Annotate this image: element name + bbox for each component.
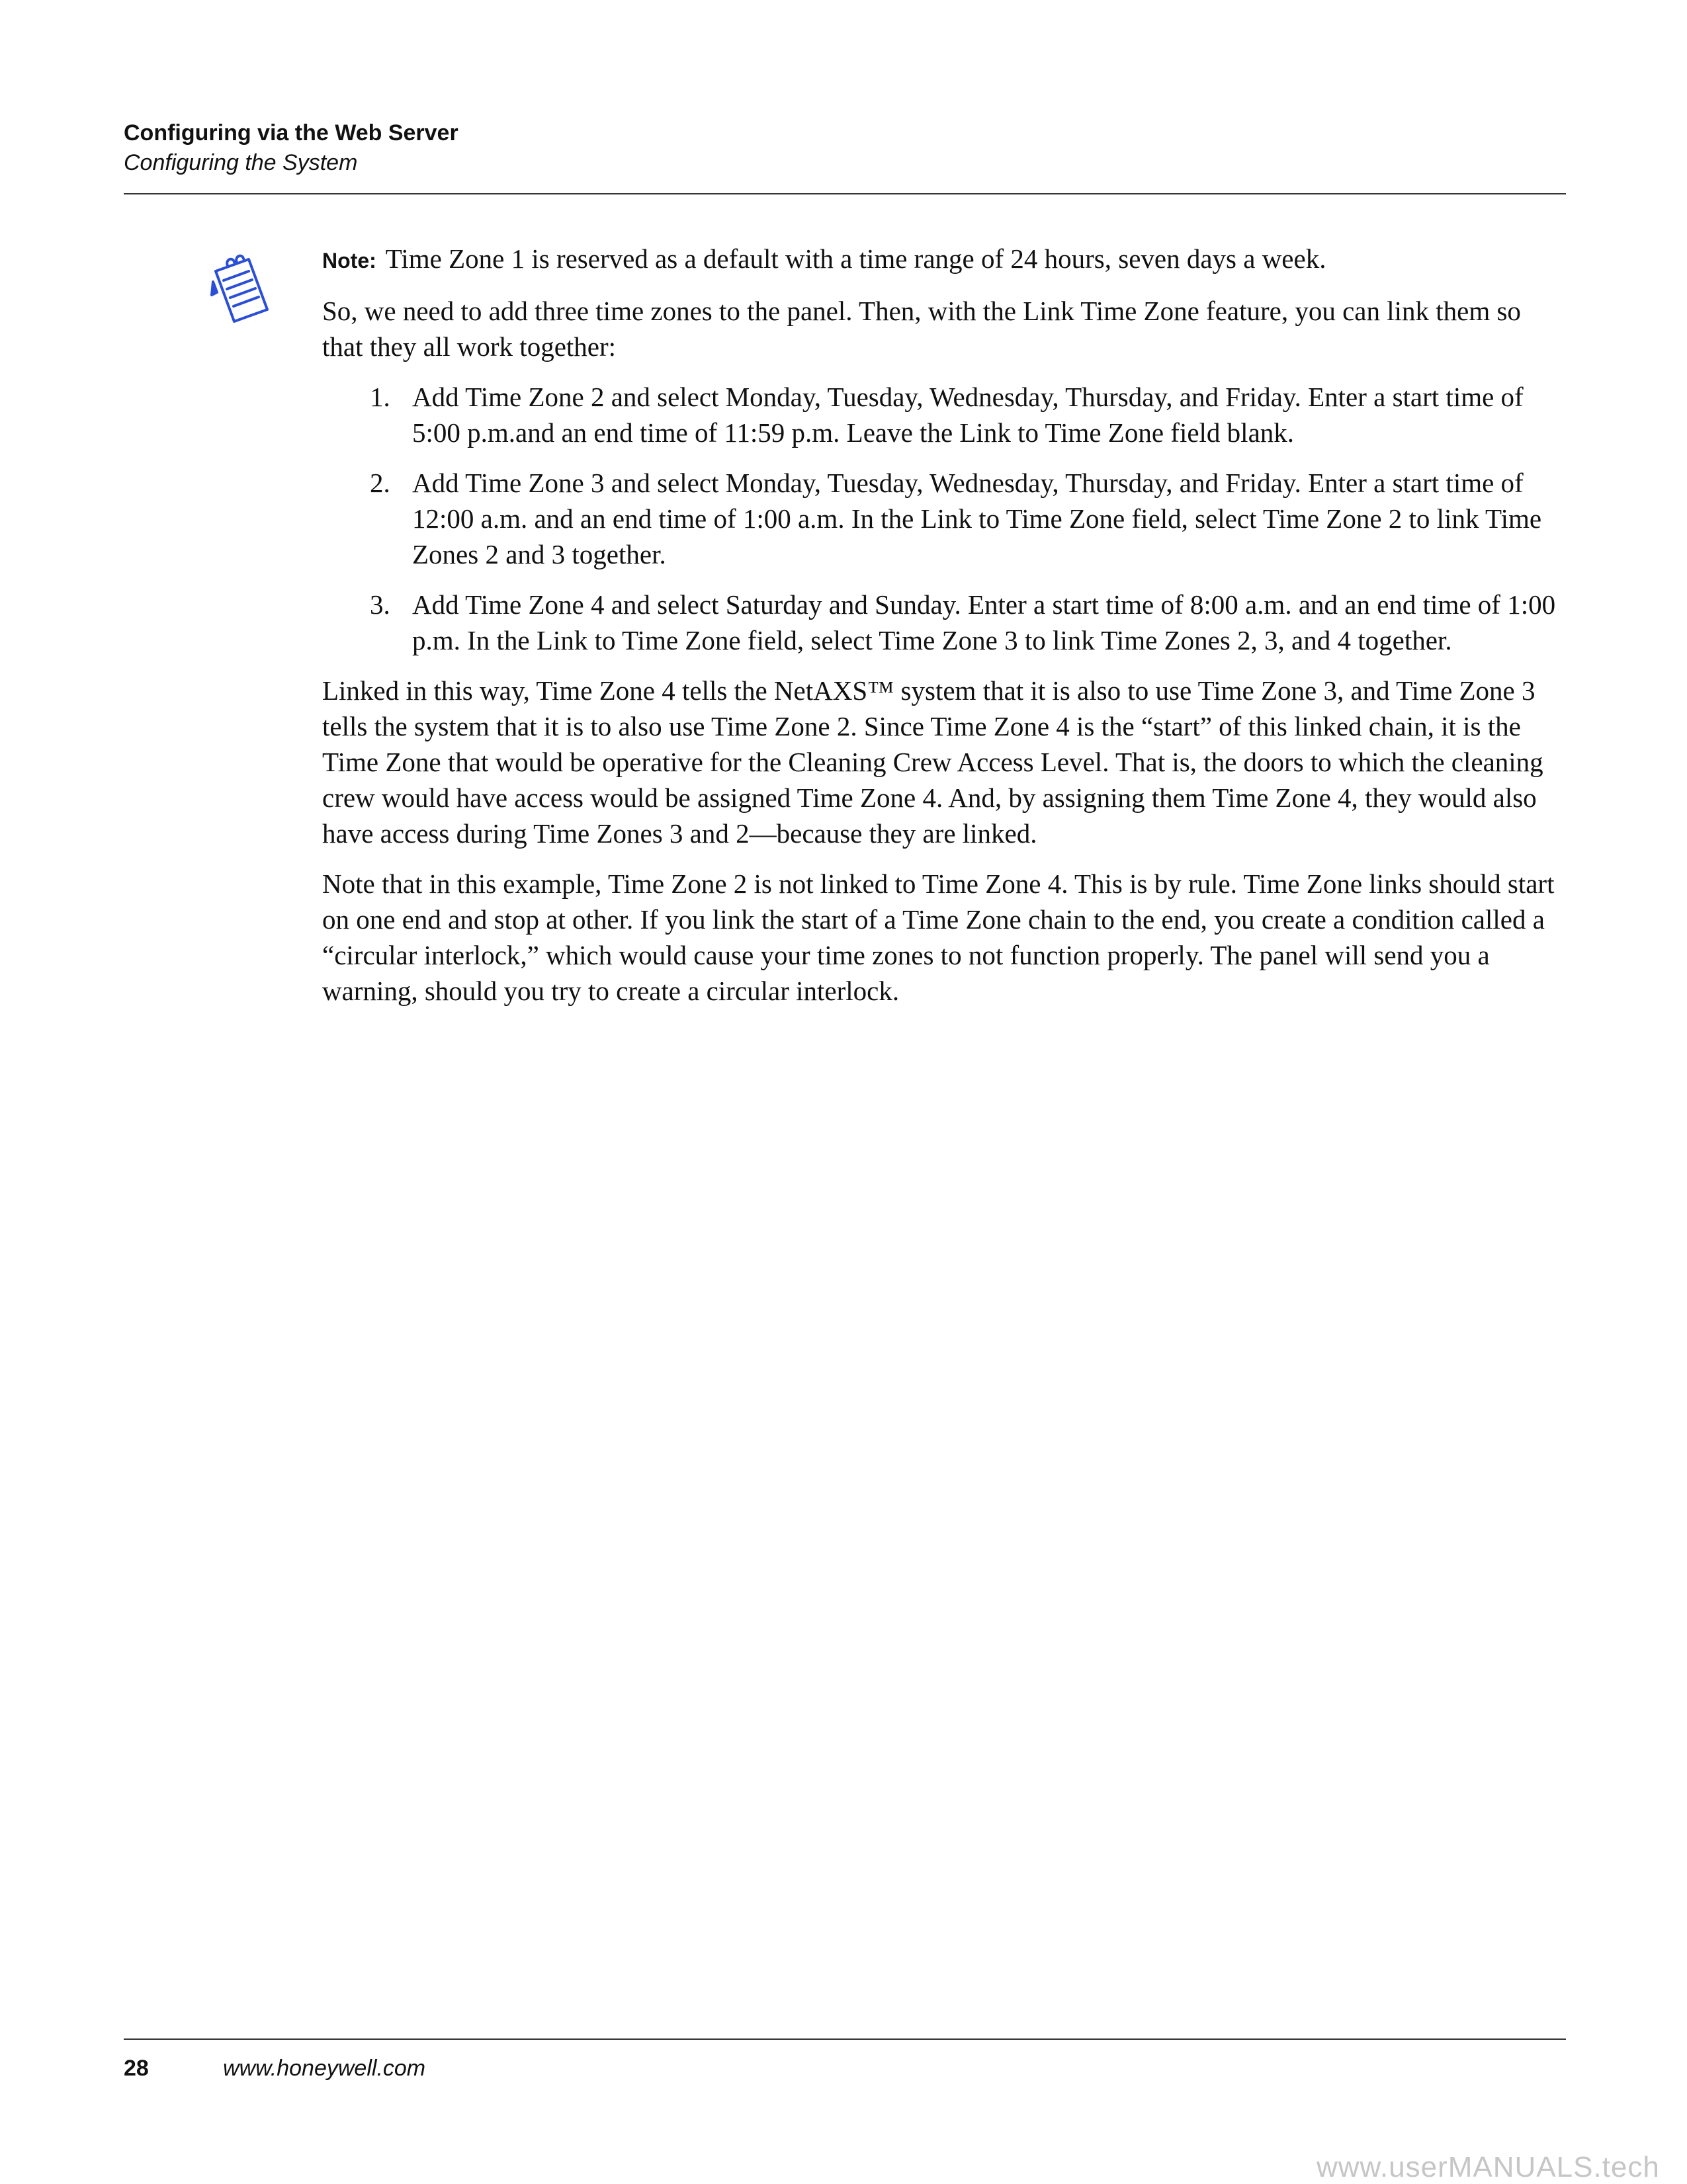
note-icon	[210, 254, 277, 327]
page-footer	[124, 2054, 1566, 2083]
linked-paragraph: Linked in this way, Time Zone 4 tells the NetAXS™ system that it is also to use Time Zone 3, and Time Zone 3 tells the system that it is to also use Time Zone 2. Since Time Zone 4 is the “start” of this linked chain, it is the Time Zone that would be operative for the Cleaning Crew Access Level. That is, the doors to which the cleaning crew would have access would be assigned Time Zone 4. And, by assigning them Time Zone 4, they would also have access during Time Zones 3 and 2—because they are linked.	[322, 675, 1543, 849]
watermark: www.userMANUALS.tech	[1317, 2151, 1660, 2183]
main-content	[322, 241, 1566, 1023]
header-subtitle: Configuring the System	[124, 150, 358, 175]
step-number: 2.	[370, 468, 390, 498]
step-number: 3.	[370, 589, 390, 620]
header-title: Configuring via the Web Server	[124, 120, 458, 146]
intro-paragraph: So, we need to add three time zones to the panel. Then, with the Link Time Zone feature, you can link them so that they all work together:	[322, 296, 1521, 362]
list-item	[322, 379, 1566, 450]
footer-rule	[124, 2038, 1566, 2040]
step-text: Add Time Zone 4 and select Saturday and Sunday. Enter a start time of 8:00 a.m. and an end time of 1:00 p.m. In the Link to Time Zone field, select Time Zone 3 to link Time Zones 2, 3, and 4 together.	[412, 589, 1556, 655]
note-paragraph	[322, 241, 1566, 278]
page-number: 28	[124, 2056, 149, 2081]
step-number: 1.	[370, 382, 390, 412]
note-text: Time Zone 1 is reserved as a default with a time range of 24 hours, seven days a week.	[385, 243, 1326, 274]
list-item	[322, 587, 1566, 658]
running-header	[124, 118, 1566, 177]
step-text: Add Time Zone 3 and select Monday, Tuesday, Wednesday, Thursday, and Friday. Enter a start time of 12:00 a.m. and an end time of 1:00 a.m. In the Link to Time Zone field, select Time Zone 2 to link Time Zones 2 and 3 together.	[412, 468, 1542, 569]
header-rule	[124, 193, 1566, 194]
footer-url[interactable]: www.honeywell.com	[223, 2056, 426, 2081]
note-label: Note:	[322, 249, 376, 273]
steps-list	[322, 379, 1566, 658]
step-text: Add Time Zone 2 and select Monday, Tuesday, Wednesday, Thursday, and Friday. Enter a start time of 5:00 p.m.and an end time of 11:59 p.m. Leave the Link to Time Zone field blank.	[412, 382, 1524, 448]
rule-paragraph: Note that in this example, Time Zone 2 is not linked to Time Zone 4. This is by rule. Time Zone links should start on one end and stop at other. If you link the start of a Time Zone chain to the end, you create a condition called a “circular interlock,” which would cause your time zones to not function properly. The panel will send you a warning, should you try to create a circular interlock.	[322, 868, 1555, 1006]
list-item	[322, 465, 1566, 572]
